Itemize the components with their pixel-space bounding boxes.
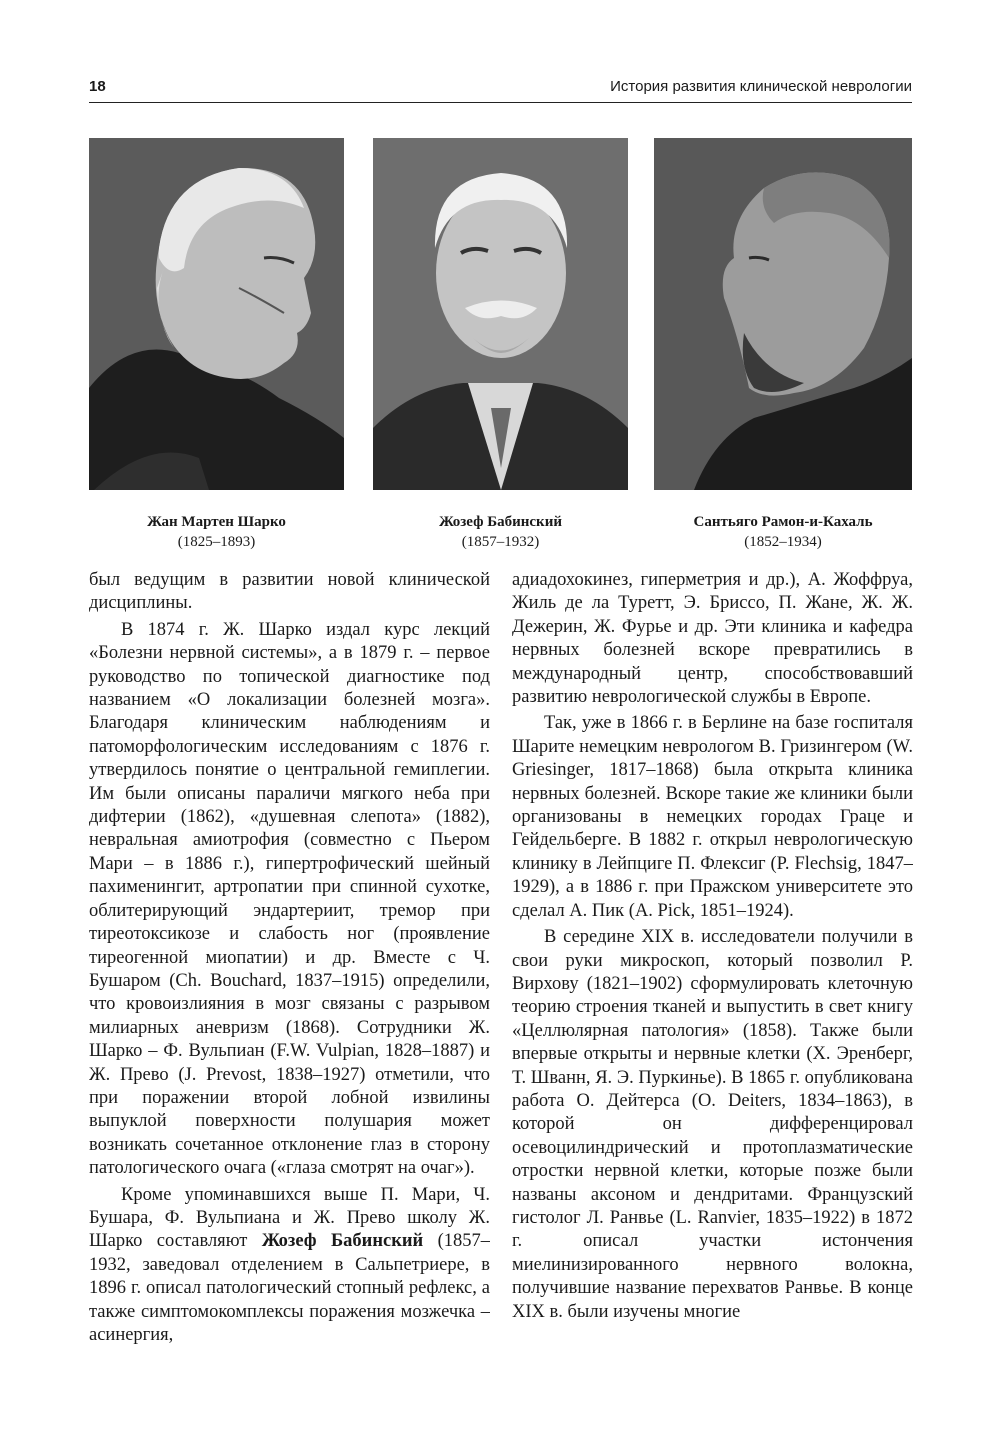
text-column-right bbox=[512, 569, 913, 1375]
portrait-years: (1825–1893) bbox=[177, 534, 256, 550]
portrait-babinski bbox=[373, 138, 628, 490]
paragraph: Так, уже в 1866 г. в Берлине на базе госпиталя Шарите немецким неврологом В. Гризингером (W. Griesinger, 1817–1868) была открыта клиника нервных болезней. Вскоре такие же клиники были организованы в немецких городах Граце и Гейдельберге. В 1882 г. открыл неврологическую клинику в Лейпциге П. Флексиг (P. Flechsig, 1847–1929), а в 1886 г. при Пражском университете это сделал А. Пик (A. Pick, 1851–1924). bbox=[512, 713, 913, 921]
text-column-left bbox=[89, 569, 490, 1375]
caption-charcot bbox=[89, 512, 344, 552]
paragraph bbox=[89, 1184, 490, 1348]
paragraph: адиадохокинез, гиперметрия и др.), А. Жоффруа, Жиль де ла Туретт, Э. Бриссо, П. Жане, Ж. Ж. Дежерин, Ж. Фурье и др. Эти клиника и кафедра нервных болезней вскоре превратились в международный центр, способствовавший развитию неврологической службы в Европе. bbox=[512, 570, 913, 708]
page-header bbox=[89, 70, 912, 103]
portrait-years: (1852–1934) bbox=[744, 534, 822, 550]
portrait-name: Жан Мартен Шарко bbox=[147, 514, 286, 530]
page-number: 18 bbox=[89, 78, 106, 95]
caption-ramon-y-cajal bbox=[644, 512, 922, 552]
portrait-ramon-y-cajal bbox=[654, 138, 912, 490]
paragraph-text: Кроме упоминавшихся выше П. Мари, Ч. Бушара, Ф. Вульпиана и Ж. Прево школу Ж. Шарко составляют bbox=[89, 1184, 490, 1252]
caption-babinski bbox=[373, 512, 628, 552]
bold-name: Жозеф Бабинский bbox=[261, 1231, 424, 1252]
running-title: История развития клинической неврологии bbox=[610, 78, 912, 95]
paragraph: был ведущим в развитии новой клинической дисциплины. bbox=[89, 570, 490, 614]
portrait-name: Жозеф Бабинский bbox=[439, 514, 562, 530]
portrait-years: (1857–1932) bbox=[461, 534, 540, 550]
paragraph-text: (1857–1932, заведовал отделением в Сальпетриере, в 1896 г. описал патологический стопный рефлекс, а также симптомокомплексы поражения мозжечка – асинергия, bbox=[89, 1231, 490, 1345]
portrait-name: Сантьяго Рамон-и-Кахаль bbox=[693, 514, 873, 530]
portrait-charcot bbox=[89, 138, 344, 490]
paragraph: В середине XIX в. исследователи получили в свои руки микроскоп, который позволил Р. Вирхову (1821–1902) сформулировать клеточную теорию строения тканей и выпустить в свет книгу «Целлюлярная патология» (1858). Также были впервые открыты и нервные клетки (Х. Эренберг, Т. Шванн, Я. Э. Пуркинье). В 1865 г. опубликована работа О. Дейтерса (O. Deiters, 1834–1863), в которой он дифференцировал осевоцилиндрический и протоплазматические отростки нервной клетки, которые позже были названы аксоном и дендритами. Французский гистолог Л. Ранвье (L. Ranvier, 1835–1922) в 1872 г. описал участки истончения миелинизированного нервного волокна, получившие название перехватов Ранвье. В конце XIX в. были изучены многие bbox=[512, 927, 913, 1322]
paragraph: В 1874 г. Ж. Шарко издал курс лекций «Болезни нервной системы», а в 1879 г. – первое руководство по топической диагностике под названием «О локализации болезней мозга». Благодаря клиническим наблюдениям и патоморфологическим исследованиям с 1876 г. утвердилось понятие о центральной гемиплегии. Им были описаны параличи мягкого неба при дифтерии (1862), «душевная слепота» (1882), невральная амиотрофия (совместно с Пьером Мари – в 1886 г.), гипертрофический шейный пахименингит, артропатии при спинной сухотке, облитерирующий эндартериит, тремор при тиреотоксикозе и слабость ног (проявление тиреогенной миопатии) и др. Вместе с Ч. Бушаром (Ch. Bouchard, 1837–1915) определили, что кровоизлияния в мозг связаны с разрывом милиарных аневризм (1868). Сотрудники Ж. Шарко – Ф. Вульпиан (F.W. Vulpian, 1828–1887) и Ж. Прево (J. Prevost, 1838–1927) отметили, что при поражении второй лобной извилины выпуклой поверхности полушария может возникать сочетанное отклонение глаз в сторону патологического очага («глаза смотрят на очаг»). bbox=[89, 619, 490, 1179]
